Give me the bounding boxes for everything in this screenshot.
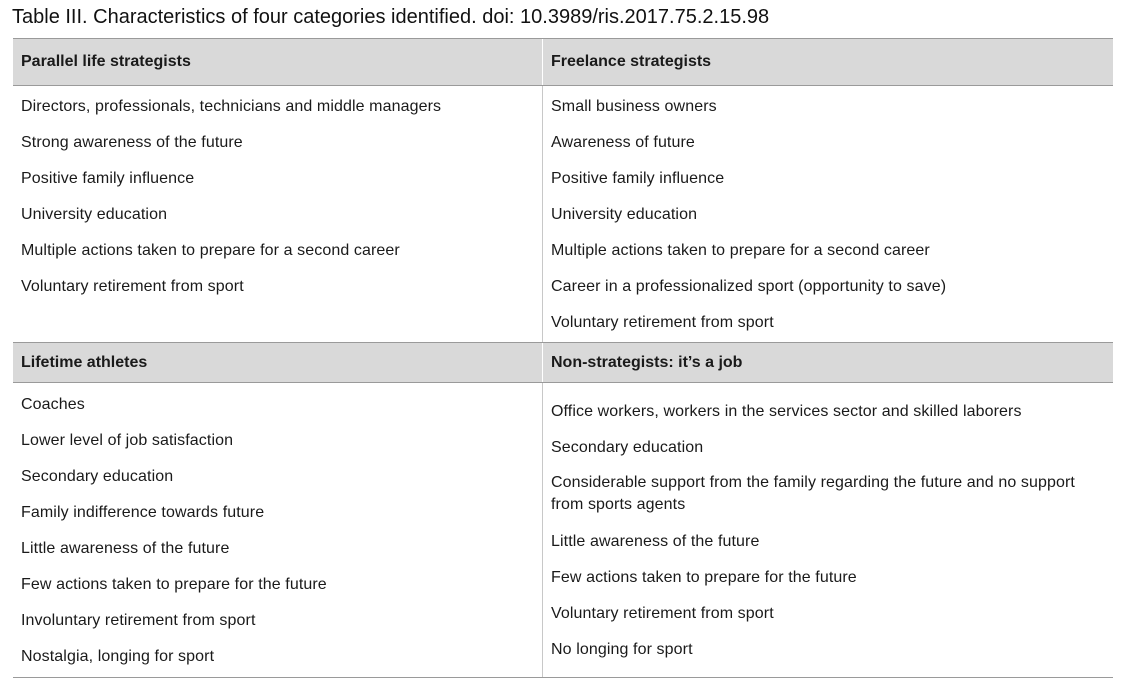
category-list-lifetime-athletes	[13, 383, 543, 677]
list-item: Family indifference towards future	[21, 504, 265, 521]
table-header-row	[13, 342, 1113, 383]
category-heading-non-strategists: Non-strategists: it’s a job	[551, 353, 743, 371]
list-item: Lower level of job satisfaction	[21, 432, 234, 449]
list-item: Positive family influence	[551, 170, 725, 187]
list-item: Awareness of future	[551, 134, 695, 151]
table-body-row	[13, 383, 1113, 677]
category-heading-freelance-strategists: Freelance strategists	[551, 53, 712, 70]
list-item: Multiple actions taken to prepare for a second career	[551, 242, 930, 259]
list-item: No longing for sport	[551, 641, 693, 658]
list-item: Small business owners	[551, 98, 717, 115]
list-item: Little awareness of the future	[551, 533, 760, 550]
list-item: Directors, professionals, technicians and middle managers	[21, 98, 442, 115]
list-item: Positive family influence	[21, 170, 195, 187]
list-item: Multiple actions taken to prepare for a second career	[21, 242, 400, 259]
list-item: Office workers, workers in the services sector and skilled laborers	[551, 403, 1022, 420]
list-item: Career in a professionalized sport (opportunity to save)	[551, 278, 947, 295]
category-list-non-strategists	[543, 383, 1113, 677]
list-item: University education	[551, 206, 698, 223]
list-item: Voluntary retirement from sport	[551, 605, 774, 622]
list-item: Voluntary retirement from sport	[551, 314, 774, 331]
list-item: Considerable support from the family regarding the future and no support from sports agents	[551, 474, 1075, 513]
category-list-parallel-life-strategists	[13, 86, 543, 342]
list-item: Voluntary retirement from sport	[21, 278, 244, 295]
list-item: Little awareness of the future	[21, 540, 230, 557]
list-item: Involuntary retirement from sport	[21, 612, 256, 629]
list-item: Secondary education	[551, 439, 704, 456]
list-item: University education	[21, 206, 168, 223]
table-body-row	[13, 86, 1113, 342]
characteristics-table	[13, 38, 1113, 678]
list-item: Nostalgia, longing for sport	[21, 648, 215, 665]
table-caption: Table III. Characteristics of four categories identified. doi: 10.3989/ris.2017.75.2.15.98	[12, 6, 770, 28]
list-item: Secondary education	[21, 468, 174, 485]
list-item: Strong awareness of the future	[21, 134, 243, 151]
list-item: Coaches	[21, 396, 85, 413]
category-heading-lifetime-athletes: Lifetime athletes	[13, 343, 543, 382]
table-header-row	[13, 39, 1113, 86]
list-item: Few actions taken to prepare for the future	[551, 569, 857, 586]
list-item: Few actions taken to prepare for the future	[21, 576, 327, 593]
category-list-freelance-strategists	[543, 86, 1113, 342]
category-heading-parallel-life-strategists: Parallel life strategists	[13, 39, 543, 85]
